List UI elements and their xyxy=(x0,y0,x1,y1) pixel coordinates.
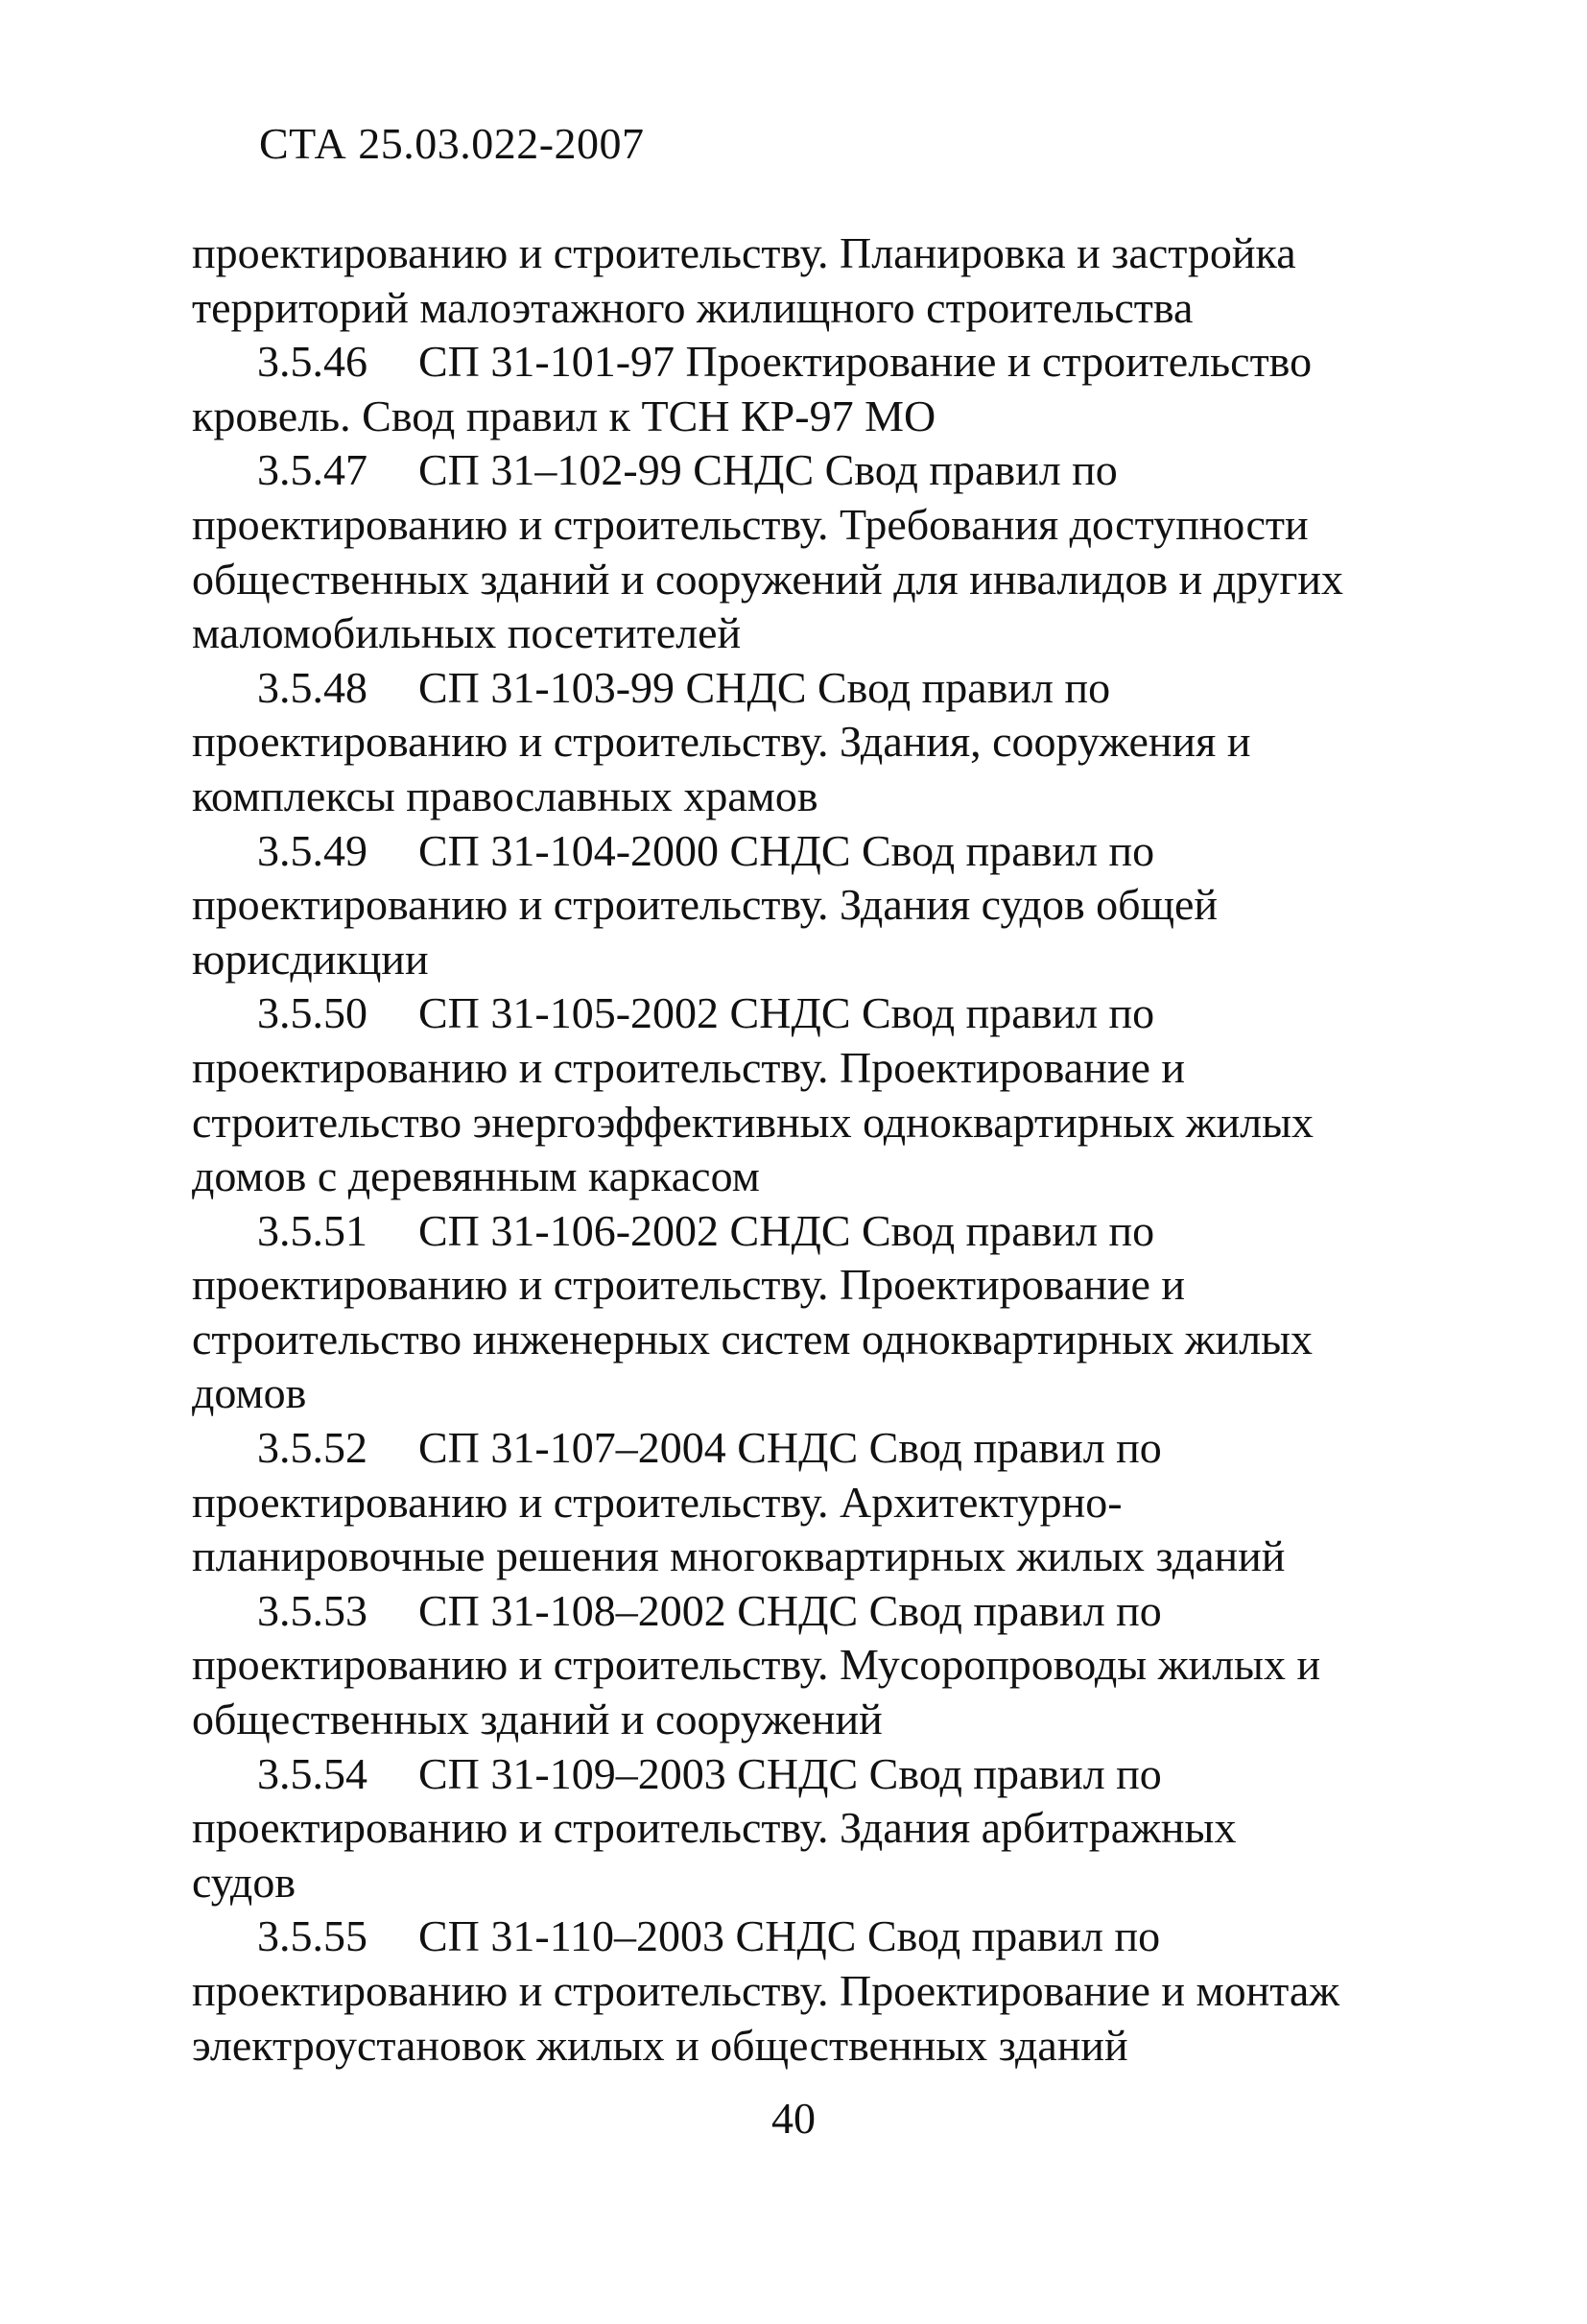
clause-line: строительство инженерных систем одноквартирных жилых xyxy=(192,1314,1314,1364)
clause-title: СП 31-101-97 Проектирование и строительство xyxy=(418,337,1313,387)
clause-line: кровель. Свод правил к ТСН КР-97 МО xyxy=(192,391,936,440)
clause-title: СП 31-104-2000 СНДС Свод правил по xyxy=(418,825,1155,875)
continuation-line: территорий малоэтажного жилищного строительства xyxy=(192,282,1194,332)
clause-title: СП 31-109–2003 СНДС Свод правил по xyxy=(418,1748,1162,1798)
clause-line: судов xyxy=(192,1857,296,1907)
clause-number: 3.5.46 xyxy=(257,337,367,387)
clause-3-5-54-first-line xyxy=(192,1747,1430,1802)
clause-line: проектированию и строительству. Архитектурно- xyxy=(192,1477,1123,1527)
clause-line: проектированию и строительству. Проектирование и xyxy=(192,1042,1185,1092)
clause-line: общественных зданий и сооружений xyxy=(192,1695,883,1744)
clause-number: 3.5.54 xyxy=(257,1748,367,1798)
clause-title: СП 31-108–2002 СНДС Свод правил по xyxy=(418,1585,1162,1635)
clause-number: 3.5.50 xyxy=(257,988,367,1038)
clause-line: строительство энергоэффективных одноквартирных жилых xyxy=(192,1097,1315,1147)
clause-3-5-52-first-line xyxy=(192,1421,1430,1476)
page-number: 40 xyxy=(771,2094,816,2143)
clause-title: СП 31–102-99 СНДС Свод правил по xyxy=(418,445,1118,495)
document-body xyxy=(192,226,1430,2073)
clause-3-5-51-first-line xyxy=(192,1204,1430,1259)
clause-title: СП 31-103-99 СНДС Свод правил по xyxy=(418,662,1111,712)
clause-3-5-53-first-line xyxy=(192,1584,1430,1639)
clause-number: 3.5.52 xyxy=(257,1423,367,1473)
clause-number: 3.5.51 xyxy=(257,1205,367,1255)
document-code: СТА 25.03.022-2007 xyxy=(259,119,645,168)
continuation-line: проектированию и строительству. Планировка и застройка xyxy=(192,228,1296,277)
clause-title: СП 31-106-2002 СНДС Свод правил по xyxy=(418,1205,1155,1255)
clause-line: юрисдикции xyxy=(192,934,429,984)
clause-line: комплексы православных храмов xyxy=(192,771,818,820)
clause-title: СП 31-105-2002 СНДС Свод правил по xyxy=(418,988,1155,1038)
clause-3-5-47-first-line xyxy=(192,443,1430,498)
clause-line: проектированию и строительству. Проектирование и xyxy=(192,1260,1185,1310)
clause-3-5-55-first-line xyxy=(192,1909,1430,1964)
clause-number: 3.5.47 xyxy=(257,445,367,495)
clause-line: электроустановок жилых и общественных зданий xyxy=(192,2020,1128,2070)
clause-number: 3.5.55 xyxy=(257,1911,367,1961)
clause-3-5-46-first-line xyxy=(192,335,1430,390)
clause-line: проектированию и строительству. Здания судов общей xyxy=(192,880,1219,930)
clause-line: проектированию и строительству. Требования доступности xyxy=(192,499,1309,549)
clause-line: проектированию и строительству. Проектирование и монтаж xyxy=(192,1966,1340,2015)
clause-line: проектированию и строительству. Здания арбитражных xyxy=(192,1803,1237,1853)
clause-line: планировочные решения многоквартирных жилых зданий xyxy=(192,1531,1286,1581)
clause-line: домов xyxy=(192,1368,307,1418)
clause-title: СП 31-110–2003 СНДС Свод правил по xyxy=(418,1911,1161,1961)
clause-line: проектированию и строительству. Здания, сооружения и xyxy=(192,717,1251,767)
clause-line: проектированию и строительству. Мусоропроводы жилых и xyxy=(192,1640,1321,1690)
clause-3-5-50-first-line xyxy=(192,986,1430,1041)
clause-line: маломобильных посетителей xyxy=(192,608,742,658)
clause-number: 3.5.49 xyxy=(257,825,367,875)
clause-number: 3.5.48 xyxy=(257,662,367,712)
clause-3-5-49-first-line xyxy=(192,824,1430,879)
clause-line: общественных зданий и сооружений для инвалидов и других xyxy=(192,554,1343,604)
clause-number: 3.5.53 xyxy=(257,1585,367,1635)
clause-3-5-48-first-line xyxy=(192,661,1430,716)
clause-line: домов с деревянным каркасом xyxy=(192,1151,760,1201)
clause-title: СП 31-107–2004 СНДС Свод правил по xyxy=(418,1423,1162,1473)
